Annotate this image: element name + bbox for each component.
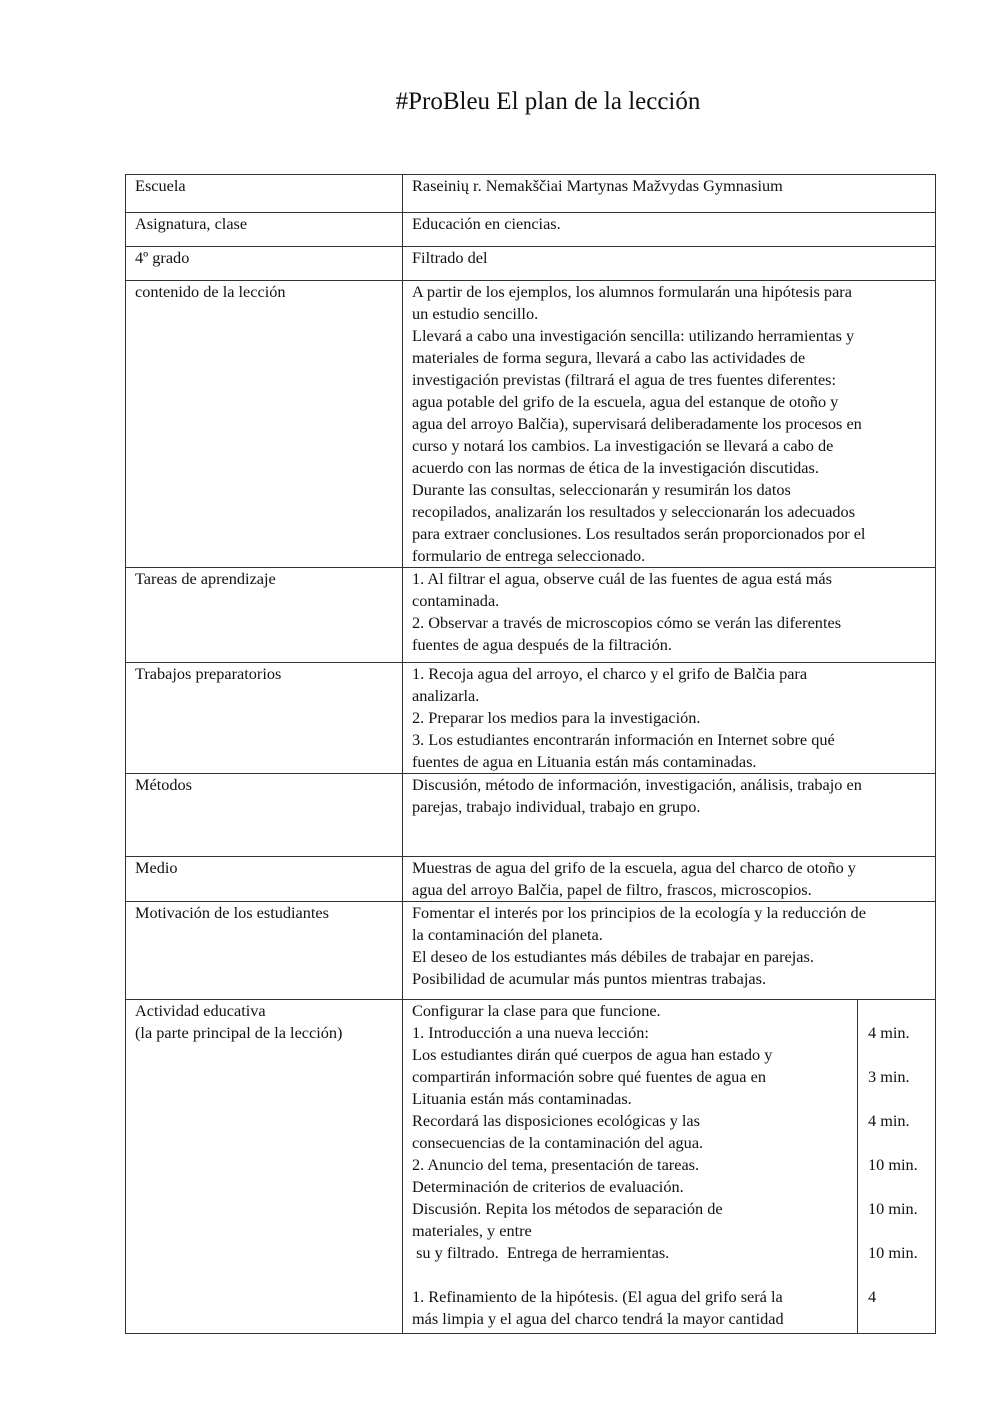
motivation-line: Posibilidad de acumular más puntos mientras trabajas. — [412, 969, 767, 988]
content-line: un estudio sencillo. — [412, 304, 539, 323]
page-title: #ProBleu El plan de la lección — [395, 88, 701, 115]
activity-line: 1. Introducción a una nueva lección: — [412, 1023, 649, 1042]
grade-value: Filtrado del — [403, 247, 936, 281]
medium-value — [403, 857, 936, 902]
lesson-plan — [125, 174, 936, 1334]
row-content — [126, 281, 936, 568]
content-line: formulario de entrega seleccionado. — [412, 546, 646, 565]
row-subject — [126, 213, 936, 247]
medium-line: Muestras de agua del grifo de la escuela, agua del charco de otoño y — [412, 858, 856, 877]
row-prep — [126, 663, 936, 774]
prep-line: 3. Los estudiantes encontrarán información en Internet sobre qué — [412, 730, 835, 749]
time-value: 4 min. — [868, 1023, 910, 1042]
tasks-line: 1. Al filtrar el agua, observe cuál de las fuentes de agua está más — [412, 569, 832, 588]
grade-label: 4º grado — [126, 247, 403, 281]
tasks-line: fuentes de agua después de la filtración. — [412, 635, 672, 654]
methods-value — [403, 774, 936, 857]
methods-line: Discusión, método de información, investigación, análisis, trabajo en — [412, 775, 862, 794]
motivation-label: Motivación de los estudiantes — [126, 902, 403, 1000]
activity-label-line: Actividad educativa — [135, 1001, 266, 1020]
activity-line: Discusión. Repita los métodos de separación de — [412, 1199, 723, 1218]
time-value: 10 min. — [868, 1155, 918, 1174]
content-line: acuerdo con las normas de ética de la investigación discutidas. — [412, 458, 819, 477]
activity-subtable — [403, 1000, 935, 1333]
row-methods — [126, 774, 936, 857]
activity-line: 2. Anuncio del tema, presentación de tareas. — [412, 1155, 700, 1174]
activity-line: más limpia y el agua del charco tendrá la mayor cantidad — [412, 1309, 784, 1328]
tasks-line: contaminada. — [412, 591, 500, 610]
row-medium — [126, 857, 936, 902]
activity-label-line: (la parte principal de la lección) — [135, 1023, 343, 1042]
row-motivation — [126, 902, 936, 1000]
activity-line: 1. Refinamiento de la hipótesis. (El agua del grifo será la — [412, 1287, 783, 1306]
prep-label: Trabajos preparatorios — [126, 663, 403, 774]
content-line: Llevará a cabo una investigación sencilla: utilizando herramientas y — [412, 326, 855, 345]
school-label: Escuela — [126, 175, 403, 213]
medium-label: Medio — [126, 857, 403, 902]
motivation-line: la contaminación del planeta. — [412, 925, 603, 944]
prep-value — [403, 663, 936, 774]
methods-label: Métodos — [126, 774, 403, 857]
activity-line: Recordará las disposiciones ecológicas y las — [412, 1111, 700, 1130]
activity-line: consecuencias de la contaminación del agua. — [412, 1133, 704, 1152]
content-line: materiales de forma segura, llevará a cabo las actividades de — [412, 348, 806, 367]
methods-line: parejas, trabajo individual, trabajo en grupo. — [412, 797, 701, 816]
activity-line: Los estudiantes dirán qué cuerpos de agua han estado y — [412, 1045, 773, 1064]
prep-line: 1. Recoja agua del arroyo, el charco y el grifo de Balčia para — [412, 664, 808, 683]
activity-line: Lituania están más contaminadas. — [412, 1089, 632, 1108]
prep-line: analizarla. — [412, 686, 480, 705]
motivation-line: Fomentar el interés por los principios de la ecología y la reducción de — [412, 903, 866, 922]
prep-line: fuentes de agua en Lituania están más contaminadas. — [412, 752, 757, 771]
content-line: investigación previstas (filtrará el agua de tres fuentes diferentes: — [412, 370, 837, 389]
medium-line: agua del arroyo Balčia, papel de filtro, frascos, microscopios. — [412, 880, 812, 899]
content-line: recopilados, analizarán los resultados y seleccionarán los adecuados — [412, 502, 856, 521]
content-line: Durante las consultas, seleccionarán y resumirán los datos — [412, 480, 791, 499]
tasks-value — [403, 568, 936, 663]
activity-times — [858, 1000, 936, 1333]
activity-line: su y filtrado. Entrega de herramientas. — [412, 1243, 670, 1262]
content-line: curso y notará los cambios. La investigación se llevará a cabo de — [412, 436, 834, 455]
content-value — [403, 281, 936, 568]
activity-blank-line — [412, 1264, 851, 1286]
row-tasks — [126, 568, 936, 663]
motivation-line: El deseo de los estudiantes más débiles de trabajar en parejas. — [412, 947, 814, 966]
activity-line: Configurar la clase para que funcione. — [412, 1001, 661, 1020]
time-value: 10 min. — [868, 1199, 918, 1218]
school-value: Raseinių r. Nemakščiai Martynas Mažvydas Gymnasium — [403, 175, 936, 213]
activity-line: materiales, y entre — [412, 1221, 532, 1240]
time-value: 3 min. — [868, 1067, 910, 1086]
subject-value: Educación en ciencias. — [403, 213, 936, 247]
tasks-label: Tareas de aprendizaje — [126, 568, 403, 663]
activity-line: compartirán información sobre qué fuentes de agua en — [412, 1067, 766, 1086]
activity-label — [126, 1000, 403, 1334]
row-activity — [126, 1000, 936, 1334]
row-school — [126, 175, 936, 213]
row-grade — [126, 247, 936, 281]
content-label: contenido de la lección — [126, 281, 403, 568]
content-line: para extraer conclusiones. Los resultados serán proporcionados por el — [412, 524, 866, 543]
tasks-line: 2. Observar a través de microscopios cómo se verán las diferentes — [412, 613, 842, 632]
content-line: A partir de los ejemplos, los alumnos formularán una hipótesis para — [412, 282, 852, 301]
time-value: 4 min. — [868, 1111, 910, 1130]
time-value: 10 min. — [868, 1243, 918, 1262]
motivation-value — [403, 902, 936, 1000]
activity-value — [403, 1000, 936, 1334]
content-line: agua potable del grifo de la escuela, agua del estanque de otoño y — [412, 392, 839, 411]
prep-line: 2. Preparar los medios para la investigación. — [412, 708, 701, 727]
subject-label: Asignatura, clase — [126, 213, 403, 247]
activity-steps — [403, 1000, 858, 1333]
content-line: agua del arroyo Balčia), supervisará deliberadamente los procesos en — [412, 414, 862, 433]
activity-line: Determinación de criterios de evaluación. — [412, 1177, 684, 1196]
time-value: 4 — [868, 1287, 877, 1306]
lesson-plan-table — [125, 174, 936, 1334]
